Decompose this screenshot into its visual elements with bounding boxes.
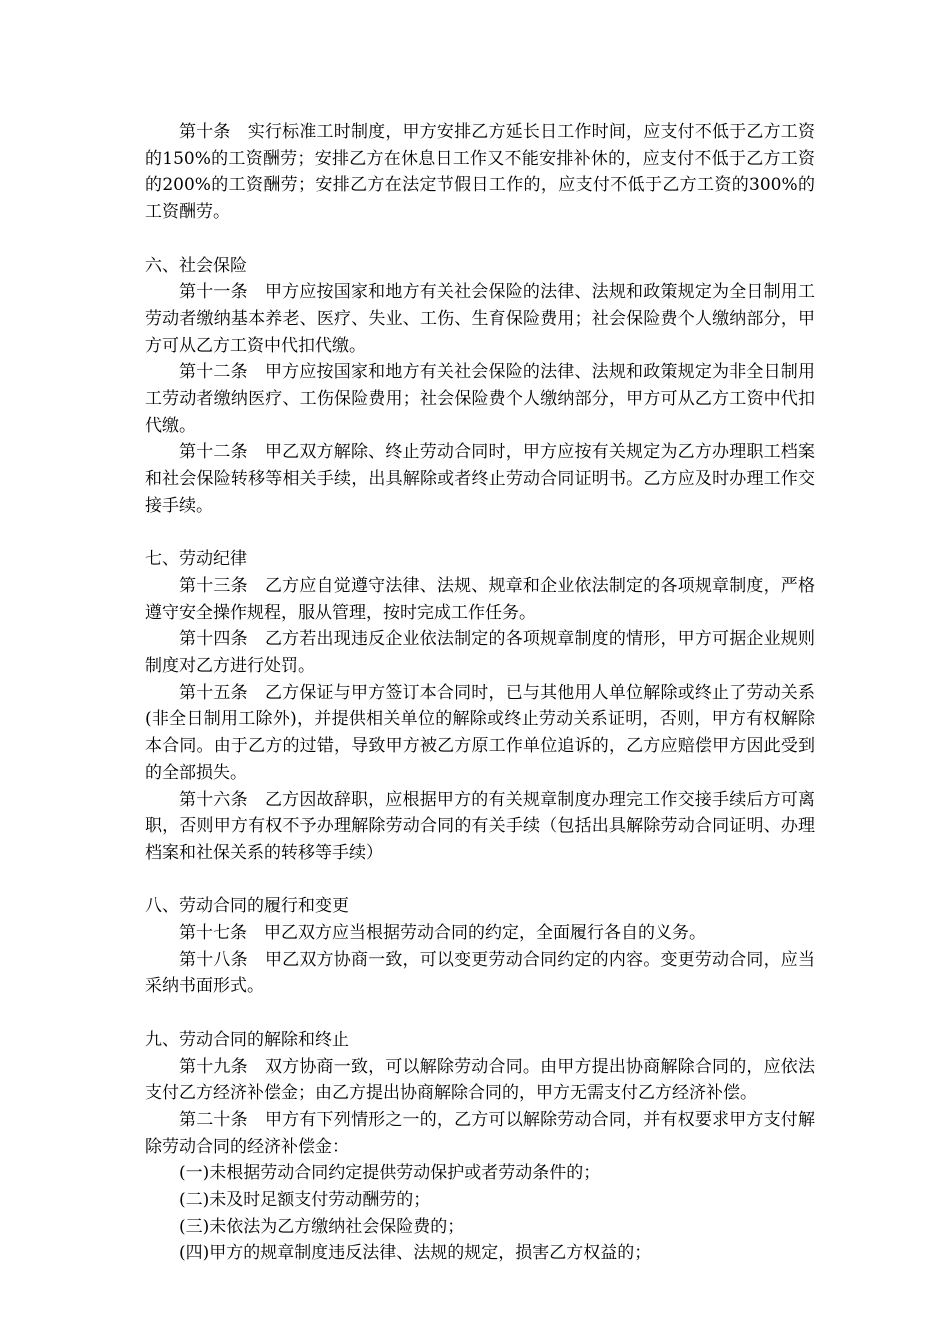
document-page <box>145 119 815 1267</box>
list-item: (二)未及时足额支付劳动酬劳的； <box>179 1190 431 1211</box>
section-title-labor-discipline: 七、劳动纪律 <box>145 549 247 570</box>
list-item: (四)甲方的规章制度违反法律、法规的规定，损害乙方权益的； <box>179 1243 652 1264</box>
article-11: 第十一条 甲方应按国家和地方有关社会保险的法律、法规和政策规定为全日制用工劳动者缴纳基本养老、医疗、失业、工伤、生育保险费用；社会保险费个人缴纳部分，甲方可从乙方工资中代扣代缴。 <box>145 282 815 356</box>
article-17: 第十七条 甲乙双方应当根据劳动合同的约定，全面履行各自的义务。 <box>179 923 706 944</box>
article-13: 第十三条 乙方应自觉遵守法律、法规、规章和企业依法制定的各项规章制度，严格遵守安全操作规程，服从管理，按时完成工作任务。 <box>145 575 815 623</box>
article-15: 第十五条 乙方保证与甲方签订本合同时，已与其他用人单位解除或终止了劳动关系(非全日制用工除外)，并提供相关单位的解除或终止劳动关系证明，否则，甲方有权解除本合同。由于乙方的过错，导致甲方被乙方原工作单位追诉的，乙方应赔偿甲方因此受到的全部损失。 <box>145 682 815 783</box>
section-gap <box>145 520 815 547</box>
section-title-termination: 九、劳动合同的解除和终止 <box>145 1029 349 1050</box>
article-12a: 第十二条 甲方应按国家和地方有关社会保险的法律、法规和政策规定为非全日制用工劳动者缴纳医疗、工伤保险费用；社会保险费个人缴纳部分，甲方可从乙方工资中代扣代缴。 <box>145 362 815 436</box>
article-16: 第十六条 乙方因故辞职，应根据甲方的有关规章制度办理完工作交接手续后方可离职，否则甲方有权不予办理解除劳动合同的有关手续（包括出具解除劳动合同证明、办理档案和社保关系的转移等手续） <box>145 789 815 863</box>
article-19: 第十九条 双方协商一致，可以解除劳动合同。由甲方提出协商解除合同的，应依法支付乙方经济补偿金；由乙方提出协商解除合同的，甲方无需支付乙方经济补偿。 <box>145 1056 815 1104</box>
article-14: 第十四条 乙方若出现违反企业依法制定的各项规章制度的情形，甲方可据企业规则制度对乙方进行处罚。 <box>145 629 815 677</box>
section-title-social-insurance: 六、社会保险 <box>145 255 247 276</box>
article-18: 第十八条 甲乙双方协商一致，可以变更劳动合同约定的内容。变更劳动合同，应当采纳书面形式。 <box>145 949 815 997</box>
list-item: (三)未依法为乙方缴纳社会保险费的； <box>179 1216 465 1237</box>
section-gap <box>145 867 815 894</box>
list-item: (一)未根据劳动合同约定提供劳动保护或者劳动条件的； <box>179 1163 601 1184</box>
article-10: 第十条 实行标准工时制度，甲方安排乙方延长日工作时间，应支付不低于乙方工资的150%的工资酬劳；安排乙方在休息日工作又不能安排补休的，应支付不低于乙方工资的200%的工资酬劳；安排乙方在法定节假日工作的，应支付不低于乙方工资的300%的工资酬劳。 <box>145 122 815 223</box>
section-gap <box>145 1000 815 1027</box>
section-gap <box>145 226 815 253</box>
section-title-performance-change: 八、劳动合同的履行和变更 <box>145 896 349 917</box>
article-20: 第二十条 甲方有下列情形之一的，乙方可以解除劳动合同，并有权要求甲方支付解除劳动合同的经济补偿金： <box>145 1109 815 1157</box>
article-12b: 第十二条 甲乙双方解除、终止劳动合同时，甲方应按有关规定为乙方办理职工档案和社会保险转移等相关手续，出具解除或者终止劳动合同证明书。乙方应及时办理工作交接手续。 <box>145 442 815 516</box>
